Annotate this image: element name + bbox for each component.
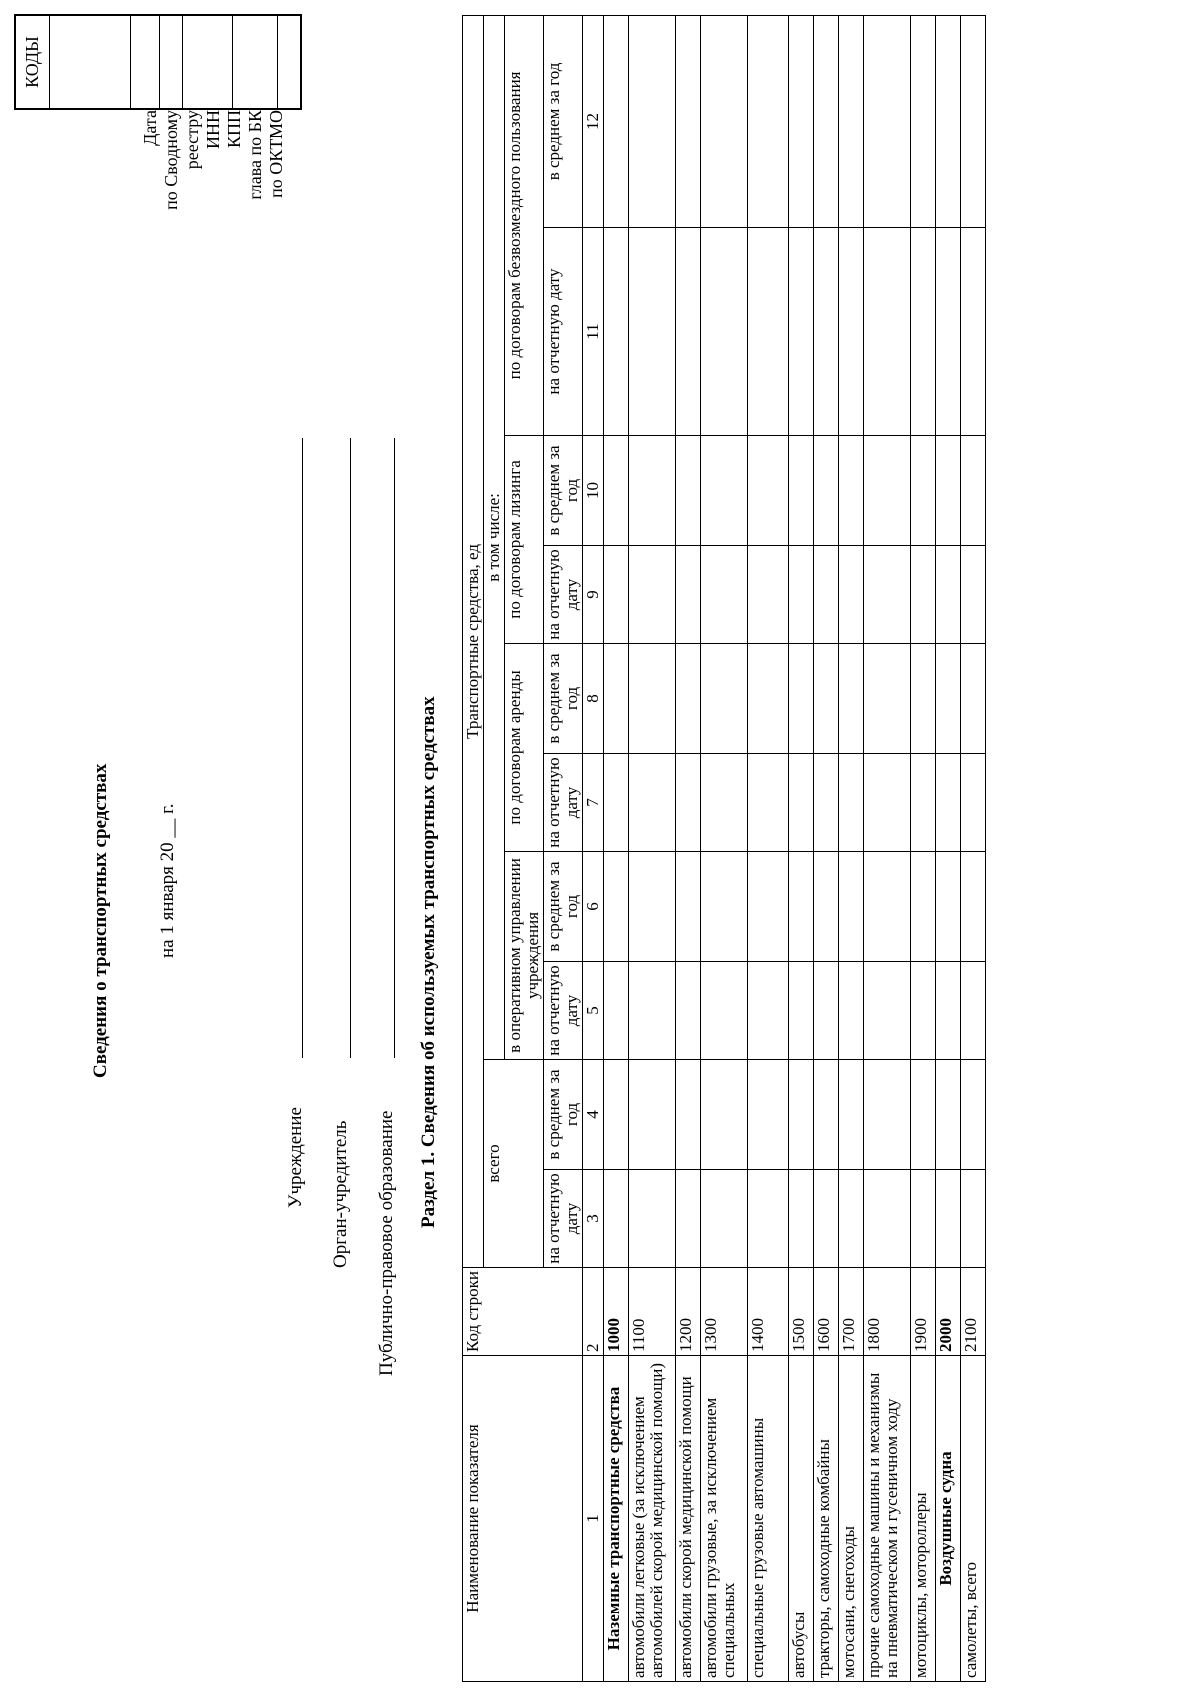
- value-cell[interactable]: [839, 546, 864, 644]
- header-on-date: на отчетную дату: [544, 228, 583, 436]
- header-avg-year: в среднем за год: [544, 644, 583, 754]
- code-cell-kpp[interactable]: [183, 15, 233, 109]
- value-cell[interactable]: [864, 1170, 911, 1268]
- value-cell[interactable]: [864, 644, 911, 754]
- value-cell[interactable]: [604, 546, 629, 644]
- codes-head: КОДЫ: [15, 15, 50, 109]
- code-cell-register[interactable]: [131, 15, 160, 109]
- value-cell[interactable]: [911, 962, 936, 1060]
- value-cell[interactable]: [961, 546, 986, 644]
- value-cell[interactable]: [629, 962, 676, 1060]
- value-cell[interactable]: [814, 15, 839, 227]
- value-cell[interactable]: [936, 644, 961, 754]
- code-label-kpp: КПП: [224, 110, 244, 149]
- value-cell[interactable]: [864, 546, 911, 644]
- value-cell[interactable]: [936, 852, 961, 962]
- value-cell[interactable]: [936, 1170, 961, 1268]
- value-cell[interactable]: [839, 754, 864, 852]
- value-cell[interactable]: [629, 228, 676, 436]
- value-cell[interactable]: [629, 1060, 676, 1170]
- header-leasing: по договорам лизинга: [505, 436, 544, 644]
- header-avg-year: в среднем за год: [544, 1060, 583, 1170]
- label-founder: Орган-учредитель: [330, 1120, 351, 1268]
- value-cell[interactable]: [814, 644, 839, 754]
- value-cell[interactable]: [748, 644, 789, 754]
- value-cell[interactable]: [936, 436, 961, 546]
- row-code: 1300: [701, 1268, 748, 1356]
- value-cell[interactable]: [814, 1170, 839, 1268]
- row-name: специальные грузовые автомашины: [748, 1356, 789, 1682]
- header-free: по договорам безвозмездного пользования: [505, 15, 544, 435]
- value-cell[interactable]: [789, 644, 814, 754]
- code-label-bk: глава по БК: [245, 110, 265, 200]
- label-institution: Учреждение: [285, 1107, 306, 1208]
- value-cell[interactable]: [839, 436, 864, 546]
- row-name: автомобили легковые (за исключением автомобилей скорой медицинской помощи): [629, 1356, 676, 1682]
- value-cell[interactable]: [814, 754, 839, 852]
- row-name: Наземные транспортные средства: [604, 1356, 629, 1682]
- row-name: Воздушные судна: [936, 1356, 961, 1682]
- header-group: Транспортные средства, ед: [463, 15, 484, 1267]
- value-cell[interactable]: [701, 546, 748, 644]
- code-label-register: по Сводному реестру: [161, 110, 202, 210]
- value-cell[interactable]: [789, 754, 814, 852]
- value-cell[interactable]: [748, 852, 789, 962]
- institution-line: [302, 438, 303, 1058]
- value-cell[interactable]: [814, 852, 839, 962]
- value-cell[interactable]: [911, 852, 936, 962]
- value-cell[interactable]: [604, 754, 629, 852]
- value-cell[interactable]: [789, 962, 814, 1060]
- value-cell[interactable]: [701, 1060, 748, 1170]
- value-cell[interactable]: [748, 546, 789, 644]
- value-cell[interactable]: [814, 228, 839, 436]
- value-cell[interactable]: [789, 1060, 814, 1170]
- value-cell[interactable]: [748, 1170, 789, 1268]
- value-cell[interactable]: [604, 15, 629, 227]
- value-cell[interactable]: [789, 852, 814, 962]
- header-total: всего: [484, 1060, 544, 1268]
- value-cell[interactable]: [911, 15, 936, 227]
- value-cell[interactable]: [629, 436, 676, 546]
- value-cell[interactable]: [748, 962, 789, 1060]
- value-cell[interactable]: [814, 1060, 839, 1170]
- row-code: 1900: [911, 1268, 936, 1356]
- value-cell[interactable]: [936, 754, 961, 852]
- value-cell[interactable]: [961, 754, 986, 852]
- value-cell[interactable]: [676, 754, 701, 852]
- value-cell[interactable]: [604, 1060, 629, 1170]
- value-cell[interactable]: [701, 436, 748, 546]
- value-cell[interactable]: [864, 228, 911, 436]
- table-row: [748, 15, 789, 1681]
- transport-table: [462, 15, 986, 1682]
- value-cell[interactable]: [911, 436, 936, 546]
- row-name: автобусы: [789, 1356, 814, 1682]
- label-public-entity: Публично-правовое образование: [376, 1110, 397, 1376]
- value-cell[interactable]: [701, 1170, 748, 1268]
- header-in-that: в том числе:: [484, 15, 505, 1059]
- col-number: 6: [583, 852, 604, 962]
- value-cell[interactable]: [629, 546, 676, 644]
- date-line: на 1 января 20 __ г.: [157, 803, 178, 958]
- col-number: 7: [583, 754, 604, 852]
- header-rent: по договорам аренды: [505, 644, 544, 852]
- row-code: 1100: [629, 1268, 676, 1356]
- col-number: 1: [583, 1356, 604, 1682]
- value-cell[interactable]: [676, 15, 701, 227]
- value-cell[interactable]: [701, 228, 748, 436]
- document-title: Сведения о транспортных средствах: [90, 763, 111, 1078]
- row-code: 2100: [961, 1268, 986, 1356]
- value-cell[interactable]: [961, 962, 986, 1060]
- value-cell[interactable]: [629, 1170, 676, 1268]
- value-cell[interactable]: [604, 852, 629, 962]
- value-cell[interactable]: [701, 644, 748, 754]
- value-cell[interactable]: [676, 1170, 701, 1268]
- value-cell[interactable]: [814, 436, 839, 546]
- value-cell[interactable]: [748, 15, 789, 227]
- value-cell[interactable]: [936, 15, 961, 227]
- table-body: [604, 15, 986, 1681]
- header-name: Наименование показателя: [463, 1356, 583, 1682]
- value-cell[interactable]: [839, 228, 864, 436]
- value-cell[interactable]: [748, 754, 789, 852]
- row-code: 1700: [839, 1268, 864, 1356]
- value-cell[interactable]: [911, 546, 936, 644]
- value-cell[interactable]: [701, 852, 748, 962]
- value-cell[interactable]: [839, 644, 864, 754]
- code-cell-inn[interactable]: [160, 15, 183, 109]
- value-cell[interactable]: [911, 1170, 936, 1268]
- value-cell[interactable]: [676, 228, 701, 436]
- value-cell[interactable]: [839, 852, 864, 962]
- value-cell[interactable]: [748, 1060, 789, 1170]
- code-label-inn: ИНН: [203, 110, 223, 149]
- value-cell[interactable]: [676, 852, 701, 962]
- value-cell[interactable]: [911, 754, 936, 852]
- value-cell[interactable]: [676, 436, 701, 546]
- value-cell[interactable]: [961, 15, 986, 227]
- col-number: 8: [583, 644, 604, 754]
- value-cell[interactable]: [864, 436, 911, 546]
- header-avg-year: в среднем за год: [544, 436, 583, 546]
- table-row: [839, 15, 864, 1681]
- row-name: прочие самоходные машины и механизмы на пневматическом и гусеничном ходу: [864, 1356, 911, 1682]
- value-cell[interactable]: [629, 644, 676, 754]
- row-name: мотоциклы, мотороллеры: [911, 1356, 936, 1682]
- value-cell[interactable]: [789, 1170, 814, 1268]
- value-cell[interactable]: [936, 962, 961, 1060]
- value-cell[interactable]: [864, 852, 911, 962]
- value-cell[interactable]: [911, 228, 936, 436]
- row-name: мотосани, снегоходы: [839, 1356, 864, 1682]
- value-cell[interactable]: [961, 852, 986, 962]
- value-cell[interactable]: [839, 15, 864, 227]
- value-cell[interactable]: [936, 228, 961, 436]
- code-cell-date[interactable]: [50, 15, 131, 109]
- value-cell[interactable]: [629, 754, 676, 852]
- value-cell[interactable]: [676, 546, 701, 644]
- table-row: [864, 15, 911, 1681]
- value-cell[interactable]: [604, 436, 629, 546]
- value-cell[interactable]: [839, 1170, 864, 1268]
- row-code: 1500: [789, 1268, 814, 1356]
- table-row: [961, 15, 986, 1681]
- value-cell[interactable]: [676, 1060, 701, 1170]
- row-code: 2000: [936, 1268, 961, 1356]
- col-number: 5: [583, 962, 604, 1060]
- table-row: [814, 15, 839, 1681]
- value-cell[interactable]: [864, 962, 911, 1060]
- code-cell-bk[interactable]: [233, 15, 278, 109]
- header-on-date: на отчетную дату: [544, 754, 583, 852]
- value-cell[interactable]: [789, 15, 814, 227]
- row-name: тракторы, самоходные комбайны: [814, 1356, 839, 1682]
- value-cell[interactable]: [748, 436, 789, 546]
- value-cell[interactable]: [839, 1060, 864, 1170]
- value-cell[interactable]: [789, 228, 814, 436]
- section-title: Раздел 1. Сведения об используемых транспортных средствах: [418, 696, 439, 1228]
- col-number: 11: [583, 228, 604, 436]
- col-number: 3: [583, 1170, 604, 1268]
- header-operative: в оперативном управлении учреждения: [505, 852, 544, 1060]
- value-cell[interactable]: [911, 644, 936, 754]
- value-cell[interactable]: [701, 754, 748, 852]
- row-code: 1600: [814, 1268, 839, 1356]
- header-on-date: на отчетную дату: [544, 962, 583, 1060]
- value-cell[interactable]: [701, 962, 748, 1060]
- col-number: 2: [583, 1268, 604, 1356]
- value-cell[interactable]: [961, 1060, 986, 1170]
- public-entity-line: [394, 438, 395, 1058]
- value-cell[interactable]: [604, 962, 629, 1060]
- codes-labels: [140, 110, 287, 228]
- table-row: [629, 15, 676, 1681]
- row-code: 1200: [676, 1268, 701, 1356]
- row-name: самолеты, всего: [961, 1356, 986, 1682]
- value-cell[interactable]: [961, 436, 986, 546]
- col-number: 10: [583, 436, 604, 546]
- row-code: 1400: [748, 1268, 789, 1356]
- table-row: [789, 15, 814, 1681]
- code-label-oktmo: по ОКТМО: [266, 110, 286, 198]
- code-cell-oktmo[interactable]: [278, 15, 302, 109]
- row-name: автомобили грузовые, за исключением специальных: [701, 1356, 748, 1682]
- row-name: автомобили скорой медицинской помощи: [676, 1356, 701, 1682]
- code-label-date: Дата: [140, 110, 160, 146]
- founder-line: [350, 438, 351, 1058]
- value-cell[interactable]: [604, 228, 629, 436]
- value-cell[interactable]: [961, 1170, 986, 1268]
- codes-table: [14, 14, 302, 110]
- header-on-date: на отчетную дату: [544, 1170, 583, 1268]
- row-code: 1800: [864, 1268, 911, 1356]
- value-cell[interactable]: [604, 644, 629, 754]
- header-avg-year: в среднем за год: [544, 15, 583, 227]
- col-number: 4: [583, 1060, 604, 1170]
- value-cell[interactable]: [604, 1170, 629, 1268]
- value-cell[interactable]: [839, 962, 864, 1060]
- col-number: 12: [583, 15, 604, 227]
- value-cell[interactable]: [936, 546, 961, 644]
- value-cell[interactable]: [864, 754, 911, 852]
- value-cell[interactable]: [911, 1060, 936, 1170]
- row-code: 1000: [604, 1268, 629, 1356]
- value-cell[interactable]: [789, 546, 814, 644]
- value-cell[interactable]: [961, 644, 986, 754]
- col-number: 9: [583, 546, 604, 644]
- value-cell[interactable]: [701, 15, 748, 227]
- value-cell[interactable]: [748, 228, 789, 436]
- value-cell[interactable]: [789, 436, 814, 546]
- value-cell[interactable]: [936, 1060, 961, 1170]
- header-avg-year: в среднем за год: [544, 852, 583, 962]
- value-cell[interactable]: [864, 15, 911, 227]
- table-row: [936, 15, 961, 1681]
- table-row: [911, 15, 936, 1681]
- value-cell[interactable]: [629, 15, 676, 227]
- value-cell[interactable]: [814, 962, 839, 1060]
- value-cell[interactable]: [629, 852, 676, 962]
- value-cell[interactable]: [961, 228, 986, 436]
- table-row: [676, 15, 701, 1681]
- value-cell[interactable]: [676, 644, 701, 754]
- header-code: Код строки: [463, 1268, 583, 1356]
- value-cell[interactable]: [864, 1060, 911, 1170]
- table-row: [701, 15, 748, 1681]
- value-cell[interactable]: [676, 962, 701, 1060]
- table-row: [604, 15, 629, 1681]
- value-cell[interactable]: [814, 546, 839, 644]
- header-on-date: на отчетную дату: [544, 546, 583, 644]
